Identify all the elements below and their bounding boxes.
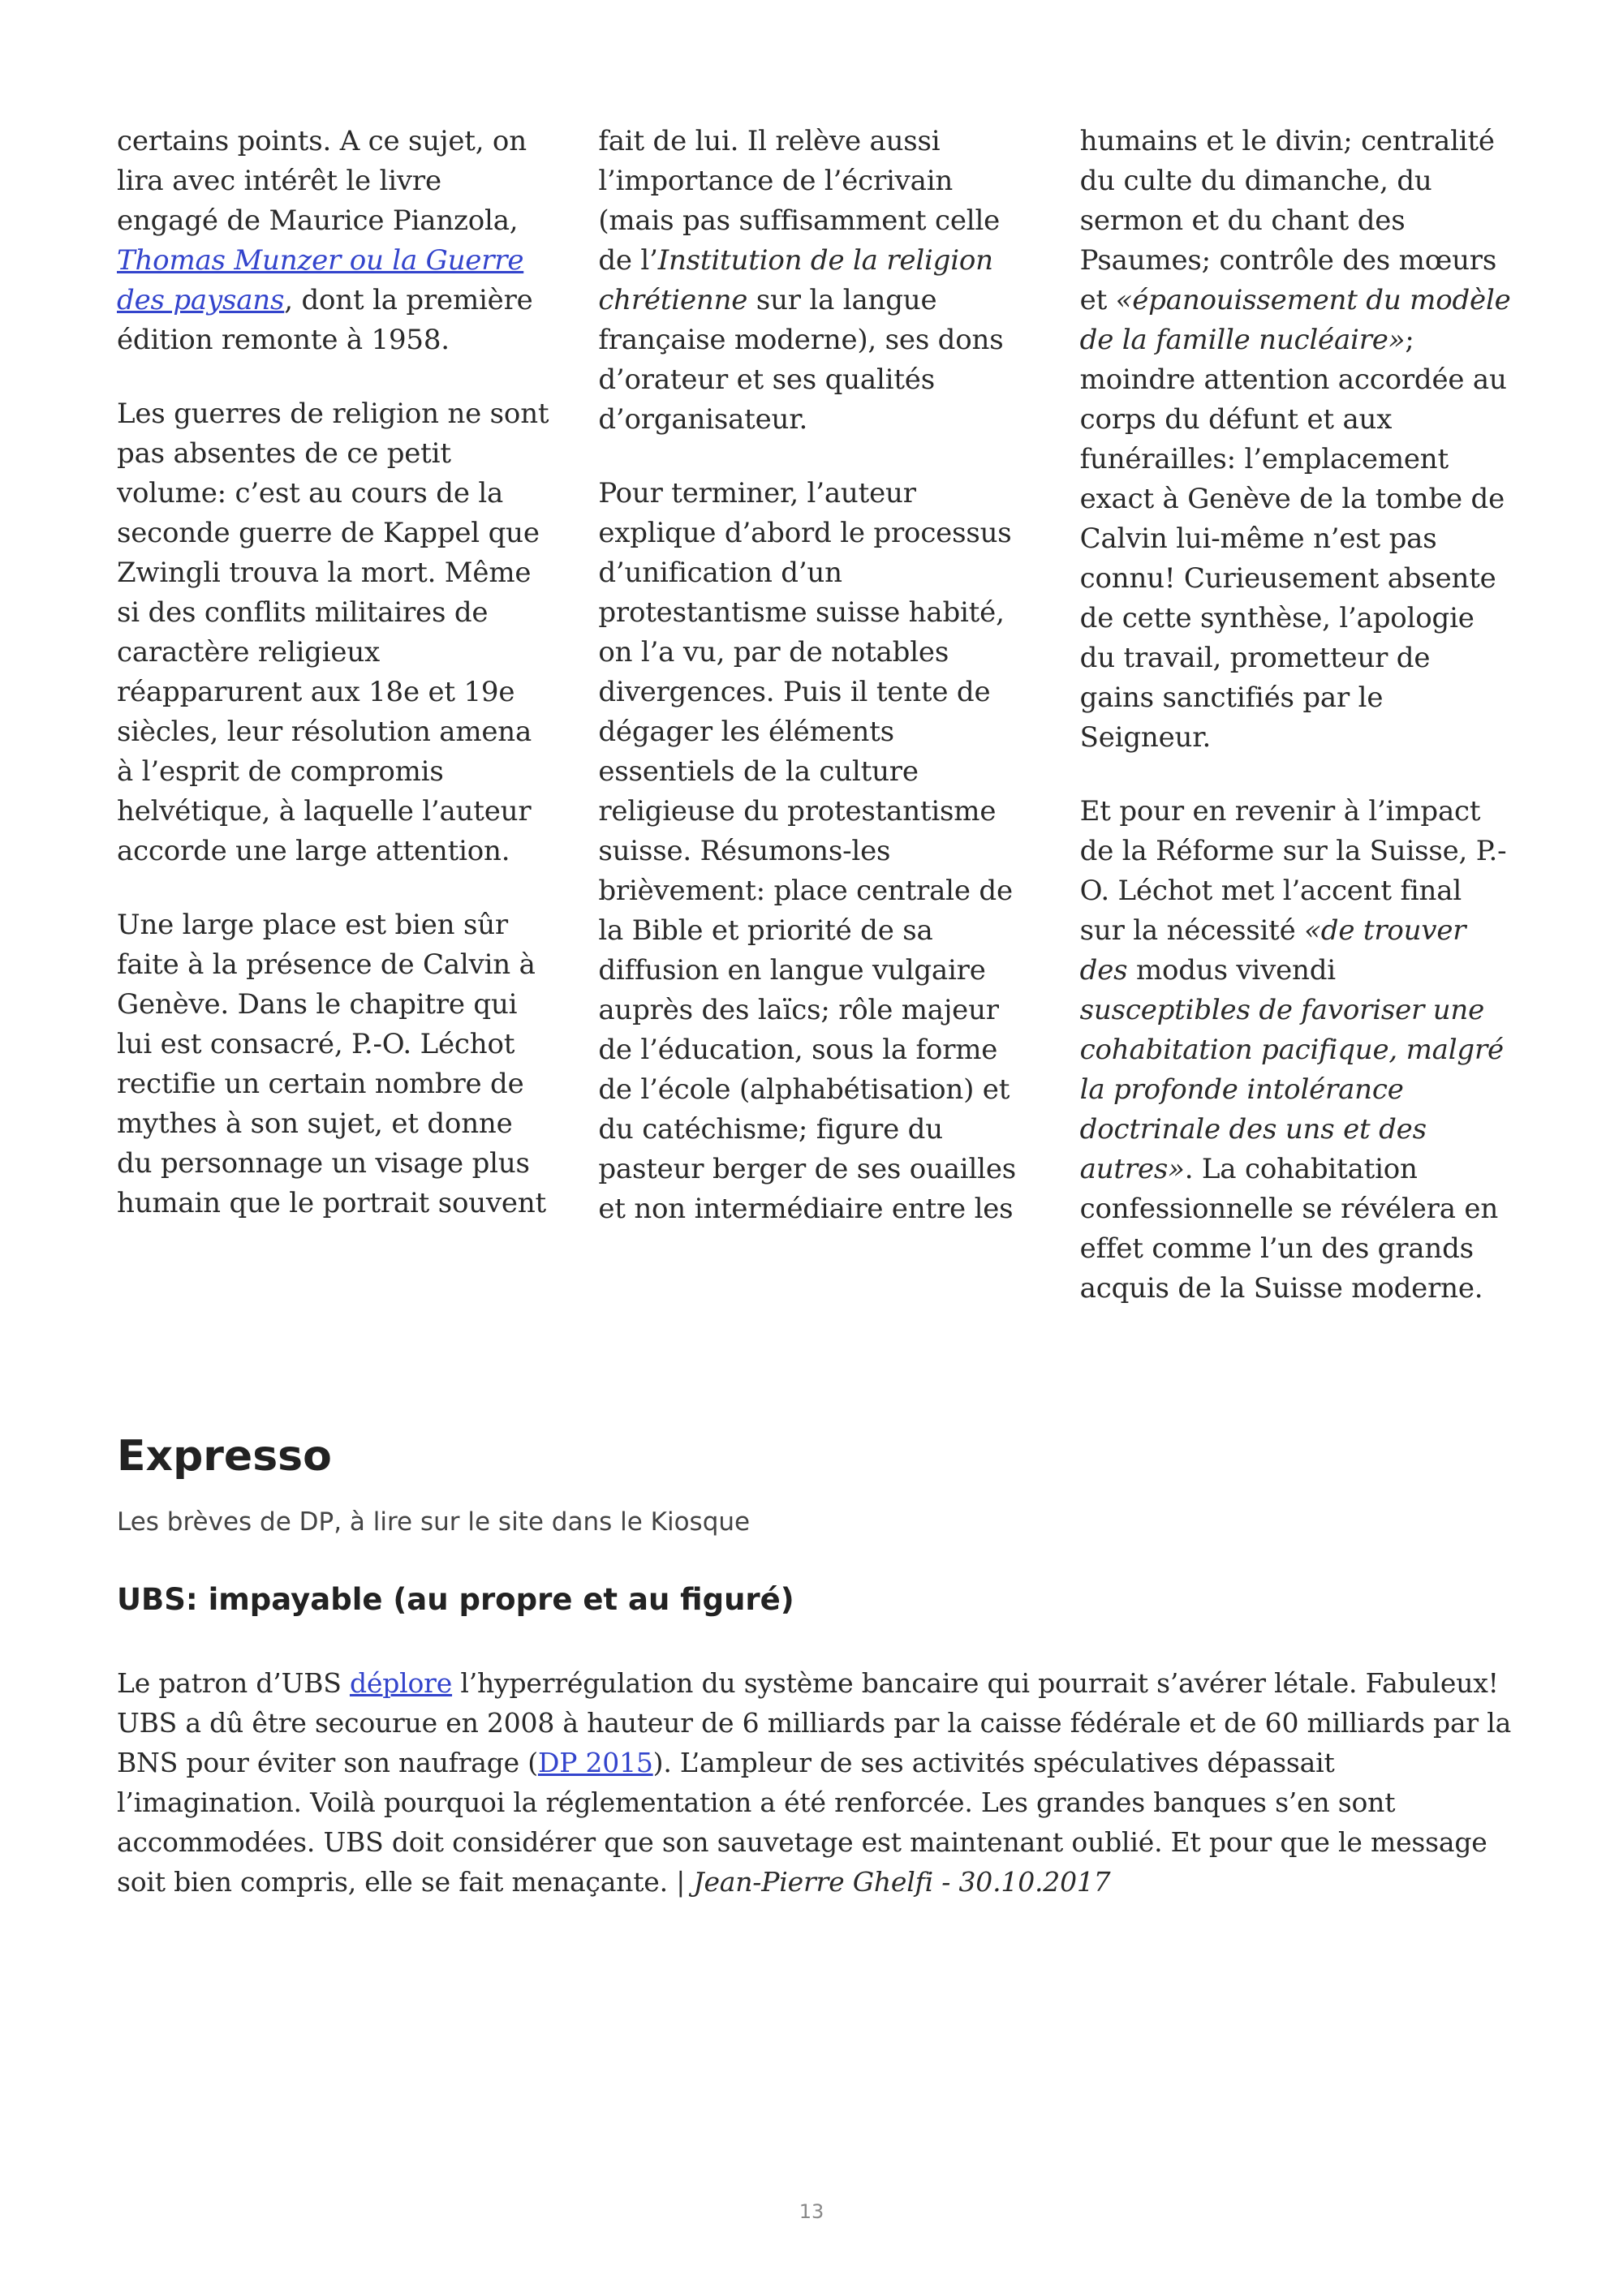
paragraph: Pour terminer, l’auteur explique d’abord le processus d’unification d’un protestantisme suisse habité, on l’a vu, par de notables divergences. Puis il tente de dégager les éléments essentiels de la culture religieuse du protestantisme suisse. Résumons-les brièvement: place centrale de la Bible et priorité de sa diffusion en langue vulgaire auprès des laïcs; rôle majeur de l’éducation, sous la forme de l’école (alphabétisation) et du catéchisme; figure du pasteur berger de ses ouailles et non intermédiaire entre les bbox=[598, 477, 1016, 1225]
text-run: ). L’ampleur de ses activités spéculatives dépassait l’imagination. Voilà pourquoi la réglementation a été renforcée. Les grandes banques s’en sont accommodées. UBS doit considérer que son sauvetage est maintenant oublié. Et pour que le message soit bien compris, elle se fait menaçante. | bbox=[117, 1747, 1487, 1898]
text-run: humains et le divin; centralité du culte du dimanche, du sermon et du chant des Psaumes; contrôle des mœurs et bbox=[1079, 125, 1497, 316]
text-run: l’hyperrégulation du système bancaire qui pourrait s’avérer létale. Fabuleux! UBS a dû être secourue en 2008 à hauteur de 6 milliards par la caisse fédérale et de 60 milliards par la BNS pour éviter son naufrage ( bbox=[117, 1667, 1512, 1778]
text-run: Et pour en revenir à l’impact de la Réforme sur la Suisse, P.-O. Léchot met l’accent final sur la nécessité bbox=[1079, 795, 1507, 947]
text-run: modus vivendi bbox=[1127, 954, 1336, 987]
italic-quote: «épanouissement du modèle de la famille nucléaire» bbox=[1079, 284, 1511, 356]
paragraph bbox=[1080, 122, 1513, 758]
paragraph: Une large place est bien sûr faite à la présence de Calvin à Genève. Dans le chapitre qui lui est consacré, P.-O. Léchot rectifie un certain nombre de mythes à son sujet, et donne du personnage un visage plus humain que le portrait souvent bbox=[117, 909, 547, 1219]
page-number: 13 bbox=[799, 2200, 824, 2223]
text-run: sur la langue française moderne), ses dons d’orateur et ses qualités d’organisateur. bbox=[598, 284, 1004, 436]
paragraph: Les guerres de religion ne sont pas absentes de ce petit volume: c’est au cours de la seconde guerre de Kappel que Zwingli trouva la mort. Même si des conflits militaires de caractère religieux réapparurent aux 18e et 19e siècles, leur résolution amena à l’esprit de compromis helvétique, à laquelle l’auteur accorde une large attention. bbox=[117, 398, 549, 867]
section-title: Expresso bbox=[117, 1432, 332, 1481]
italic-title: Institution de la religion chrétienne bbox=[598, 244, 993, 316]
column-3 bbox=[1080, 122, 1513, 1309]
paragraph bbox=[1080, 792, 1513, 1309]
article-title: UBS: impayable (au propre et au figuré) bbox=[117, 1582, 794, 1617]
paragraph bbox=[117, 122, 549, 360]
text-run: ; moindre attention accordée au corps du défunt et aux funérailles: l’emplacement exact à Genève de la tombe de Calvin lui-même n’est pas connu! Curieusement absente de cette synthèse, l’apologie du travail, prometteur de gains sanctifiés par le Seigneur. bbox=[1079, 324, 1507, 754]
text-run: . La cohabitation confessionnelle se révélera en effet comme l’un des grands acquis de la Suisse moderne. bbox=[1079, 1153, 1499, 1305]
paragraph bbox=[598, 122, 1031, 440]
column-1 bbox=[117, 122, 549, 1309]
text-run: certains points. A ce sujet, on lira avec intérêt le livre engagé de Maurice Pianzola, bbox=[117, 125, 527, 237]
article-body bbox=[117, 1663, 1513, 1902]
italic-quote: «de trouver des bbox=[1079, 914, 1466, 987]
italic-quote: susceptibles de favoriser une cohabitation pacifique, malgré la profonde intolérance doctrinale des uns et des autres» bbox=[1079, 994, 1504, 1185]
byline: Jean-Pierre Ghelfi - 30.10.2017 bbox=[693, 1866, 1111, 1898]
link-dp-2015[interactable]: DP 2015 bbox=[537, 1747, 653, 1778]
section-subtitle: Les brèves de DP, à lire sur le site dans le Kiosque bbox=[117, 1507, 751, 1537]
three-column-text bbox=[117, 122, 1513, 1309]
column-2 bbox=[598, 122, 1031, 1309]
link-deplore[interactable]: déplore bbox=[349, 1667, 453, 1699]
book-link-thomas-munzer[interactable]: Thomas Munzer ou la Guerre des paysans bbox=[117, 244, 524, 316]
text-run: , dont la première édition remonte à 1958. bbox=[117, 284, 533, 356]
text-run: Le patron d’UBS bbox=[117, 1667, 350, 1699]
text-run: fait de lui. Il relève aussi l’importance de l’écrivain (mais pas suffisamment celle de l’ bbox=[598, 125, 1001, 277]
